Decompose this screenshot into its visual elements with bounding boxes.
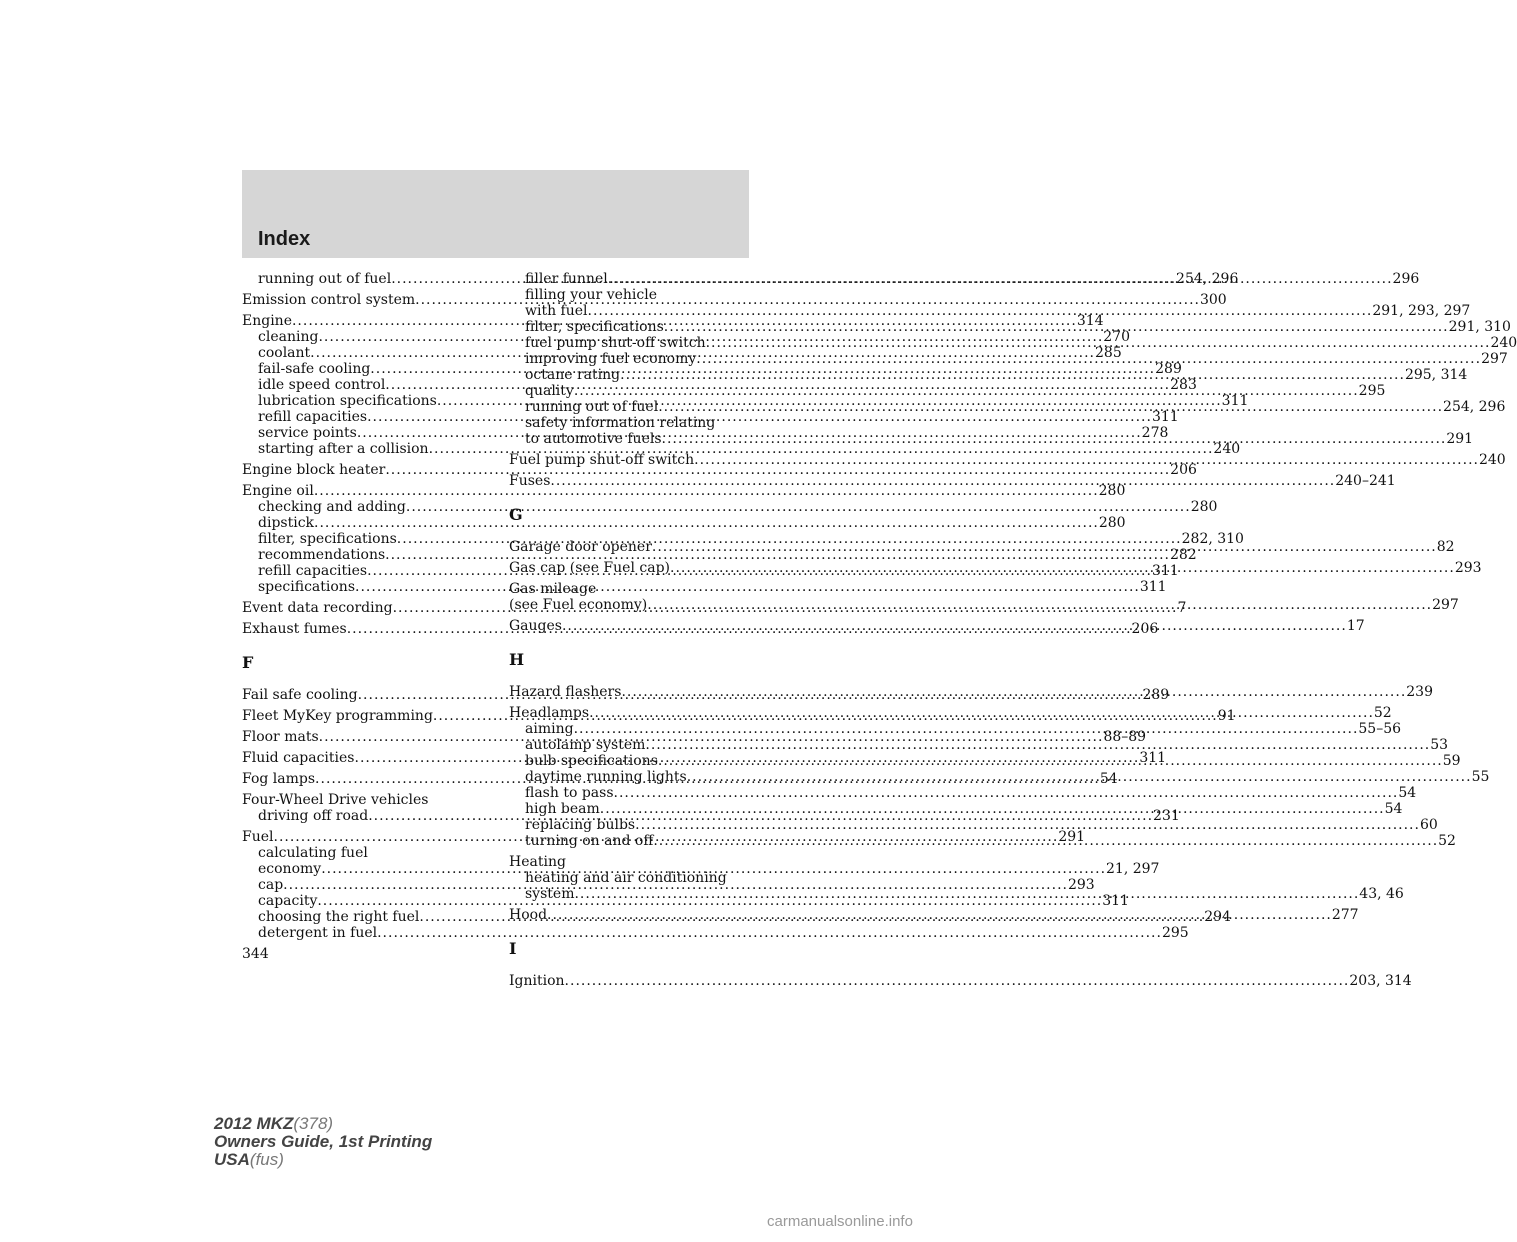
dot-leader: [562, 618, 1347, 634]
index-entry-text: Emission control system: [242, 292, 416, 308]
index-entry-text: recommendations: [258, 547, 386, 563]
index-page-ref: 240: [1478, 452, 1506, 468]
dot-leader: [620, 367, 1405, 383]
index-page-ref: 289: [1142, 687, 1170, 703]
index-page-ref: 231: [1153, 808, 1180, 824]
index-entry-text: system: [525, 886, 575, 902]
index-page-ref: 88–89: [1103, 729, 1147, 745]
index-page-ref: 311: [1221, 393, 1249, 409]
page-number: 344: [242, 946, 269, 962]
index-page-ref: 314: [1076, 313, 1104, 329]
index-page-ref: 53: [1430, 737, 1449, 753]
index-entry-text: Gas cap (see Fuel cap): [509, 560, 670, 576]
index-entry: [242, 462, 1197, 478]
index-entry-text: lubrication specifications: [258, 393, 437, 409]
index-entry-text: Garage door opener: [509, 539, 652, 555]
index-entry-text: Event data recording: [242, 600, 393, 616]
index-section-letter: H: [509, 650, 525, 669]
index-subentry: [242, 441, 1241, 457]
index-page-ref: 55–56: [1358, 721, 1402, 737]
index-entry-text: Fail safe cooling: [242, 687, 358, 703]
index-page-ref: 206: [1131, 621, 1159, 637]
index-page-ref: 60: [1419, 817, 1438, 833]
index-page-ref: 311: [1151, 563, 1179, 579]
dot-leader: [574, 383, 1359, 399]
index-entry-text: Gauges: [509, 618, 562, 634]
index-page-ref: 280: [1190, 499, 1218, 515]
index-entry: [509, 854, 749, 870]
index-subentry: [509, 870, 749, 886]
index-page-ref: 55: [1471, 769, 1490, 785]
index-entry-text: bulb specifications: [525, 753, 658, 769]
index-entry-text: Engine: [242, 313, 292, 329]
index-page-ref: 240–241: [1335, 473, 1396, 489]
index-subentry: [242, 499, 1218, 515]
index-subentry: [509, 415, 749, 431]
index-entry-text: idle speed control: [258, 377, 386, 393]
index-page-ref: 240: [1213, 441, 1241, 457]
index-entry-text: refill capacities: [258, 563, 368, 579]
index-page-ref: 206: [1170, 462, 1197, 478]
index-page-ref: 254, 296: [1176, 271, 1239, 287]
index-entry-text: improving fuel economy: [525, 351, 697, 367]
index-page-ref: 282, 310: [1181, 531, 1244, 547]
index-entry-text: coolant: [258, 345, 311, 361]
index-entry-text: fail-safe cooling: [258, 361, 371, 377]
index-page-ref: 311: [1102, 893, 1129, 909]
dot-leader: [652, 539, 1437, 555]
index-page-ref: 59: [1442, 753, 1461, 769]
dot-leader: [647, 597, 1432, 613]
dot-leader: [653, 833, 1438, 849]
print-footer: [214, 1115, 432, 1169]
index-entry-text: Engine block heater: [242, 462, 386, 478]
index-page-ref: 54: [1384, 801, 1403, 817]
index-header-band: [242, 170, 749, 258]
index-page-ref: 43, 46: [1359, 886, 1404, 902]
dot-leader: [565, 973, 1350, 989]
index-entry-text: capacity: [258, 893, 318, 909]
index-entry-text: Floor mats: [242, 729, 319, 745]
index-entry-text: Fog lamps: [242, 771, 316, 787]
index-entry-text: heating and air conditioning: [525, 870, 727, 886]
index-entry-text: Hood: [509, 907, 548, 923]
dot-leader: [608, 271, 1393, 287]
index-entry-text: autolamp system: [525, 737, 646, 753]
index-page-ref: 293: [1067, 877, 1095, 893]
index-entry-text: high beam: [525, 801, 600, 817]
index-entry-text: running out of fuel: [258, 271, 392, 287]
index-page-ref: 254, 296: [1443, 399, 1506, 415]
index-entry: [242, 792, 482, 808]
index-page-ref: 295, 314: [1404, 367, 1468, 383]
index-page-ref: 291: [1446, 431, 1474, 447]
index-page-ref: 285: [1095, 345, 1122, 361]
index-page-ref: 311: [1151, 409, 1179, 425]
index-entry-text: with fuel: [525, 303, 588, 319]
dot-leader: [635, 817, 1420, 833]
index-page-ref: 7: [1177, 600, 1187, 616]
footer-region: USA: [214, 1150, 250, 1169]
index-subentry: [509, 817, 1438, 833]
index-entry-text: driving off road: [258, 808, 369, 824]
dot-leader: [658, 399, 1443, 415]
footer-code: (378): [293, 1114, 334, 1133]
index-page-ref: 291: [1058, 829, 1086, 845]
index-page-ref: 311: [1139, 579, 1167, 595]
index-page-ref: 54: [1398, 785, 1417, 801]
index-page-ref: 54: [1099, 771, 1118, 787]
index-page-ref: 296: [1392, 271, 1420, 287]
index-entry-text: service points: [258, 425, 357, 441]
index-page-ref: 311: [1139, 750, 1167, 766]
index-page-ref: 291, 293, 297: [1372, 303, 1471, 319]
index-subentry: [509, 785, 1417, 801]
index-entry-text: checking and adding: [258, 499, 406, 515]
index-page-ref: 282: [1169, 547, 1197, 563]
index-section-letter: F: [242, 653, 254, 672]
footer-guide: Owners Guide, 1st Printing: [214, 1132, 433, 1151]
page-title: Index: [258, 228, 311, 250]
index-section-letter: I: [509, 939, 517, 958]
index-page-ref: 283: [1170, 377, 1197, 393]
index-entry-text: octane rating: [525, 367, 621, 383]
index-entry-text: economy: [258, 861, 322, 877]
footer-model: 2012 MKZ: [214, 1114, 294, 1133]
dot-leader: [600, 801, 1385, 817]
index-entry-text: filling your vehicle: [525, 287, 657, 303]
index-page-ref: 91: [1217, 708, 1236, 724]
dot-leader: [658, 753, 1443, 769]
dot-leader: [574, 886, 1359, 902]
index-page-ref: 289: [1155, 361, 1182, 377]
index-entry-text: starting after a collision: [258, 441, 429, 457]
index-page-ref: 294: [1204, 909, 1231, 925]
index-entry-text: quality: [525, 383, 574, 399]
index-page-ref: 278: [1141, 425, 1169, 441]
index-entry-text: Hazard flashers: [509, 684, 622, 700]
index-entry-text: Four-Wheel Drive vehicles: [242, 792, 429, 808]
index-entry-text: safety information relating: [525, 415, 716, 431]
index-page-ref: 203, 314: [1349, 973, 1412, 989]
index-entry: [509, 581, 749, 597]
index-entry-text: choosing the right fuel: [258, 909, 420, 925]
footer-region-code: (fus): [249, 1150, 284, 1169]
index-entry-text: Heating: [509, 854, 566, 870]
dot-leader: [687, 769, 1472, 785]
index-entry-text: Fluid capacities: [242, 750, 355, 766]
dot-leader: [574, 721, 1359, 737]
index-entry-text: calculating fuel: [258, 845, 368, 861]
dot-leader: [589, 705, 1374, 721]
index-subentry: [242, 515, 1126, 531]
dot-leader: [664, 319, 1449, 335]
index-page-ref: 239: [1406, 684, 1433, 700]
index-entry-text: Engine oil: [242, 483, 314, 499]
dot-leader: [662, 431, 1447, 447]
index-page-ref: 52: [1438, 833, 1456, 849]
dot-leader: [696, 351, 1481, 367]
index-page-ref: 280: [1098, 515, 1126, 531]
index-entry-text: (see Fuel economy): [509, 597, 648, 613]
index-entry-text: turning on and off: [525, 833, 654, 849]
index-page-ref: 295: [1161, 925, 1189, 941]
index-subentry: [242, 845, 482, 861]
index-entry-text: Fuel: [242, 829, 274, 845]
index-entry-text: cap: [258, 877, 284, 893]
index-page-ref: 291, 310: [1448, 319, 1511, 335]
index-entry-text: Fuel pump shut-off switch: [509, 452, 695, 468]
index-entry: [509, 473, 1396, 489]
index-entry-text: Headlamps: [509, 705, 590, 721]
index-entry-text: replacing bulbs: [525, 817, 636, 833]
index-entry-text: fuel pump shut-off switch: [525, 335, 706, 351]
index-entry-text: daytime running lights: [525, 769, 687, 785]
index-subentry: [242, 925, 1189, 941]
dot-leader: [377, 925, 1162, 941]
index-entry: [509, 452, 1506, 468]
index-entry: [509, 973, 1412, 989]
dot-leader: [706, 335, 1491, 351]
index-page-ref: 297: [1432, 597, 1459, 613]
index-entry-text: specifications: [258, 579, 356, 595]
dot-leader: [645, 737, 1430, 753]
watermark: carmanualsonline.info: [767, 1213, 913, 1230]
index-entry-text: aiming: [525, 721, 574, 737]
index-page-ref: 277: [1331, 907, 1359, 923]
dot-leader: [588, 303, 1373, 319]
index-page-ref: 280: [1098, 483, 1126, 499]
index-entry-text: Exhaust fumes: [242, 621, 347, 637]
index-entry-text: filter, specifications: [258, 531, 397, 547]
index-entry-text: refill capacities: [258, 409, 368, 425]
index-entry-text: flash to pass: [525, 785, 614, 801]
index-entry-text: Ignition: [509, 973, 565, 989]
index-page-ref: 300: [1199, 292, 1227, 308]
index-page-ref: 297: [1481, 351, 1508, 367]
index-entry-text: dipstick: [258, 515, 315, 531]
index-entry-text: to automotive fuels: [525, 431, 662, 447]
index-page-ref: 52: [1373, 705, 1392, 721]
index-entry-text: running out of fuel: [525, 399, 659, 415]
index-page-ref: 293: [1454, 560, 1482, 576]
dot-leader: [550, 473, 1335, 489]
index-subentry: [509, 303, 1471, 319]
index-entry-text: filler funnel: [525, 271, 608, 287]
index-section-letter: G: [509, 505, 523, 524]
index-page-ref: 295: [1358, 383, 1386, 399]
index-page-ref: 82: [1436, 539, 1455, 555]
dot-leader: [621, 684, 1406, 700]
index-entry: [509, 597, 1459, 613]
index-page-ref: 21, 297: [1106, 861, 1160, 877]
index-page-ref: 240: [1490, 335, 1517, 351]
index-entry-text: filter, specifications: [525, 319, 664, 335]
index-page-ref: 270: [1103, 329, 1130, 345]
index-entry-text: cleaning: [258, 329, 319, 345]
index-entry: [242, 483, 1126, 499]
dot-leader: [547, 907, 1332, 923]
index-page-ref: 17: [1346, 618, 1365, 634]
index-subentry: [509, 287, 749, 303]
index-entry-text: Fuses: [509, 473, 551, 489]
dot-leader: [694, 452, 1479, 468]
index-entry-text: Fleet MyKey programming: [242, 708, 433, 724]
dot-leader: [614, 785, 1399, 801]
dot-leader: [670, 560, 1455, 576]
index-entry-text: Gas mileage: [509, 581, 597, 597]
index-entry-text: detergent in fuel: [258, 925, 378, 941]
